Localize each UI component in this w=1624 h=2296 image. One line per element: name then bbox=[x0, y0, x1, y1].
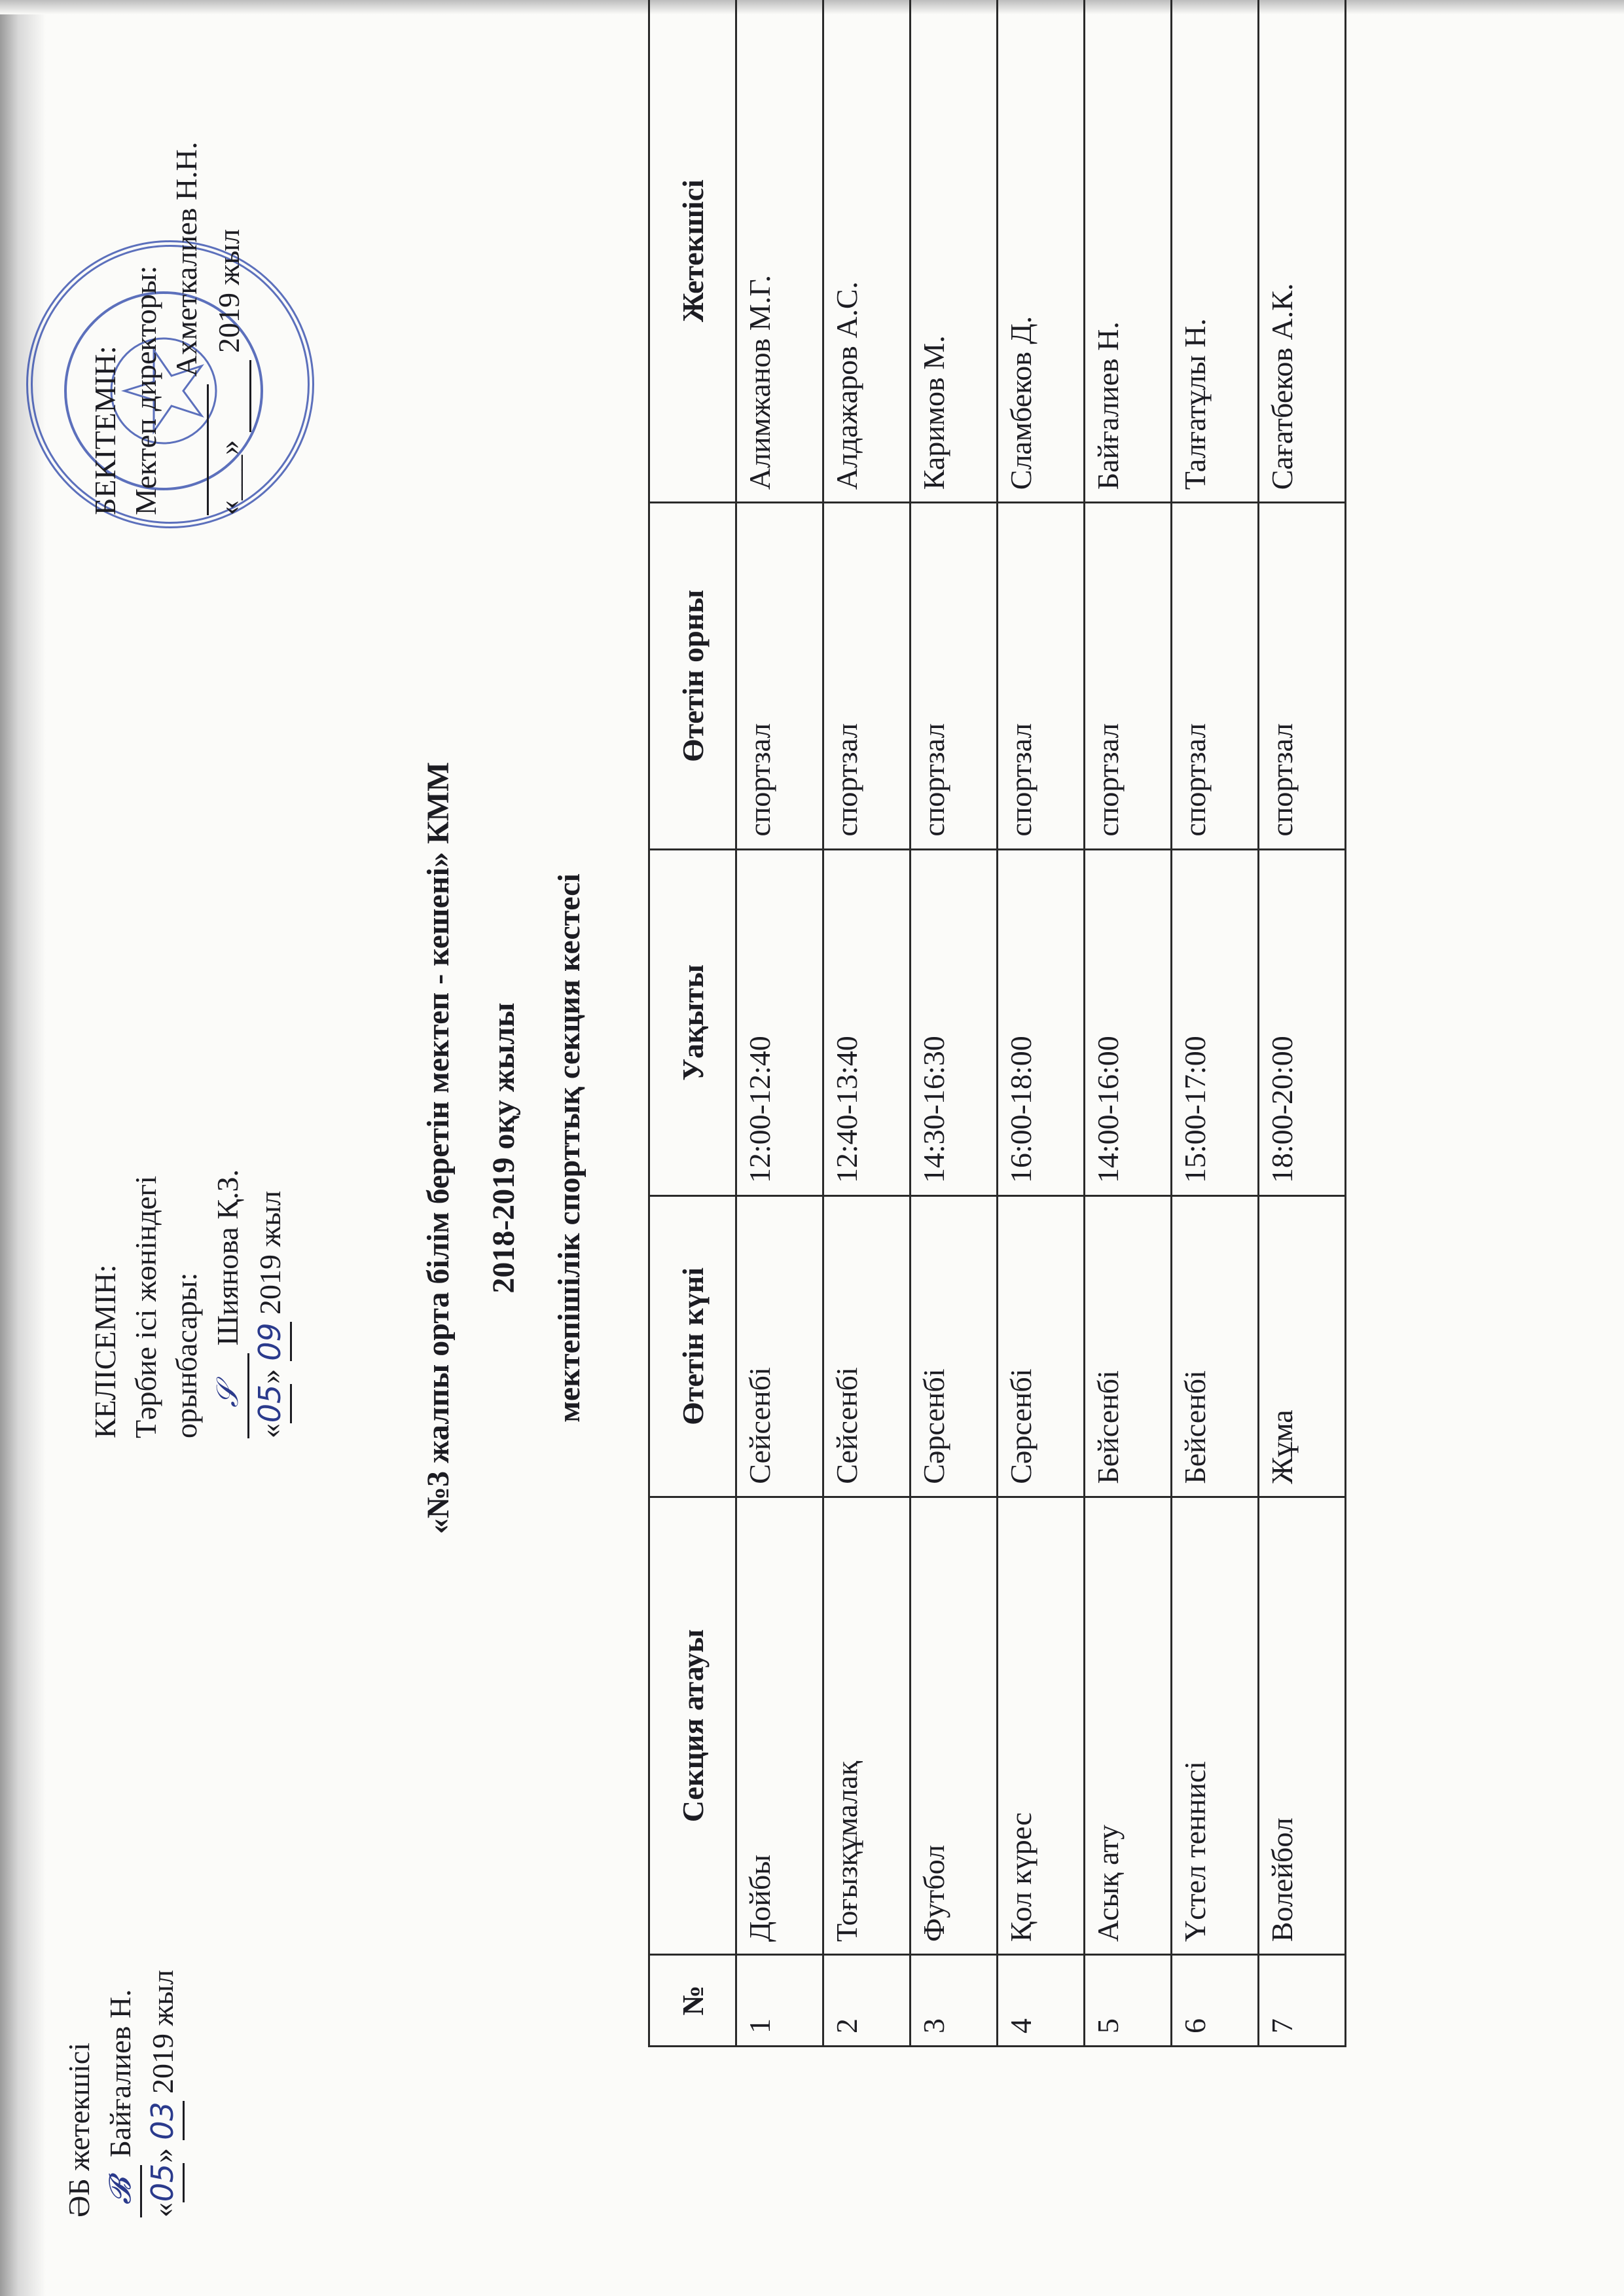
date-month: 09 bbox=[249, 1322, 292, 1362]
cell-time: 18:00-20:00 bbox=[1259, 849, 1346, 1195]
signature-mark: 𝓑 bbox=[99, 2165, 142, 2217]
date-day: 05 bbox=[249, 1384, 292, 1423]
cell-leader: Байғалиев Н. bbox=[1085, 0, 1172, 503]
cell-time: 15:00-17:00 bbox=[1172, 849, 1259, 1195]
approval-block-middle bbox=[85, 1169, 292, 1438]
cell-place: спортзал bbox=[998, 503, 1085, 849]
approval-right-date bbox=[209, 142, 251, 515]
document-title: «№3 жалпы орта білім беретін мектеп - кешені» КММ bbox=[421, 761, 456, 1535]
academic-year: 2018-2019 оқу жылы bbox=[486, 1002, 521, 1294]
signature-mark: 𝒮 bbox=[207, 1353, 249, 1438]
approval-right-name: Ахметкалиев Н.Н. bbox=[170, 141, 203, 377]
header-leader: Жетекшісі bbox=[649, 0, 736, 503]
schedule-subtitle: мектепішілік спорттық секция кестесі bbox=[552, 873, 586, 1423]
cell-number: 3 bbox=[911, 1955, 998, 2047]
approval-right-name-line bbox=[166, 142, 209, 515]
cell-number: 4 bbox=[998, 1955, 1085, 2047]
cell-number: 2 bbox=[823, 1955, 911, 2047]
cell-leader: Талғатұлы Н. bbox=[1172, 0, 1259, 503]
cell-leader: Алимжанов М.Г. bbox=[736, 0, 823, 503]
cell-day: Сейсенбі bbox=[736, 1196, 823, 1497]
header-time: Уақыты bbox=[649, 849, 736, 1195]
cell-section: Асық ату bbox=[1085, 1497, 1172, 1954]
cell-place: спортзал bbox=[1085, 503, 1172, 849]
approval-right-line1: Мектеп директоры: bbox=[129, 265, 162, 515]
cell-section: Қол күрес bbox=[998, 1497, 1085, 1954]
approval-left-title: ӘБ жетекшісі bbox=[62, 2043, 96, 2217]
approval-middle-heading: КЕЛІСЕМІН: bbox=[88, 1264, 122, 1438]
table-row bbox=[1172, 0, 1259, 2047]
header-place: Өтетін орны bbox=[649, 503, 736, 849]
cell-day: Бейсенбі bbox=[1172, 1196, 1259, 1497]
date-month-line bbox=[209, 361, 251, 433]
approval-middle-line1: Тәрбие ісі жөніндегі bbox=[129, 1175, 162, 1438]
cell-section: Футбол bbox=[911, 1497, 998, 1954]
date-month: 03 bbox=[142, 2102, 185, 2141]
header-day: Өтетін күні bbox=[649, 1196, 736, 1497]
signature-line bbox=[166, 384, 209, 515]
cell-place: спортзал bbox=[736, 503, 823, 849]
approval-right-heading: БЕКІТЕМІН: bbox=[88, 346, 122, 515]
cell-place: спортзал bbox=[911, 503, 998, 849]
table-row bbox=[823, 0, 911, 2047]
approval-left-date: «05» 03 2019 жыл bbox=[142, 1970, 185, 2217]
cell-number: 7 bbox=[1259, 1955, 1346, 2047]
approval-middle-line2: орынбасары: bbox=[170, 1272, 203, 1438]
cell-day: Сәрсенбі bbox=[998, 1196, 1085, 1497]
date-year: 2019 жыл bbox=[253, 1190, 287, 1315]
date-year: 2019 жыл bbox=[212, 228, 245, 353]
header-section-name: Секция атауы bbox=[649, 1497, 736, 1954]
cell-day: Сәрсенбі bbox=[911, 1196, 998, 1497]
approval-middle-date: «05» 09 2019 жыл bbox=[249, 1169, 292, 1438]
date-day: 05 bbox=[142, 2163, 185, 2202]
cell-number: 6 bbox=[1172, 1955, 1259, 2047]
cell-place: спортзал bbox=[1172, 503, 1259, 849]
cell-leader: Алдажаров А.С. bbox=[823, 0, 911, 503]
cell-place: спортзал bbox=[1259, 503, 1346, 849]
cell-section: Тоғызқұмалақ bbox=[823, 1497, 911, 1954]
cell-day: Жұма bbox=[1259, 1196, 1346, 1497]
cell-number: 1 bbox=[736, 1955, 823, 2047]
cell-time: 14:00-16:00 bbox=[1085, 849, 1172, 1195]
cell-leader: Каримов М. bbox=[911, 0, 998, 503]
cell-time: 16:00-18:00 bbox=[998, 849, 1085, 1195]
cell-time: 14:30-16:30 bbox=[911, 849, 998, 1195]
date-day: «___» bbox=[212, 440, 245, 515]
cell-time: 12:40-13:40 bbox=[823, 849, 911, 1195]
approval-block-right bbox=[85, 142, 251, 515]
table-row bbox=[1085, 0, 1172, 2047]
cell-day: Бейсенбі bbox=[1085, 1196, 1172, 1497]
approval-left-name-line bbox=[99, 1970, 142, 2217]
cell-section: Дойбы bbox=[736, 1497, 823, 1954]
date-year: 2019 жыл bbox=[146, 1969, 179, 2094]
table-row bbox=[736, 0, 823, 2047]
header-number: № bbox=[649, 1955, 736, 2047]
table-row bbox=[998, 0, 1085, 2047]
cell-section: Үстел теннисі bbox=[1172, 1497, 1259, 1954]
cell-day: Сейсенбі bbox=[823, 1196, 911, 1497]
table-row bbox=[1259, 0, 1346, 2047]
table-row bbox=[911, 0, 998, 2047]
table-header-row bbox=[649, 0, 736, 2047]
cell-time: 12:00-12:40 bbox=[736, 849, 823, 1195]
approval-left-name: Байғалиев Н. bbox=[103, 1989, 137, 2158]
cell-leader: Сламбеков Д. bbox=[998, 0, 1085, 503]
approval-block-left bbox=[59, 1970, 185, 2217]
approval-middle-name: Шиянова Қ.З. bbox=[211, 1169, 244, 1346]
cell-section: Волейбол bbox=[1259, 1497, 1346, 1954]
approval-middle-name-line bbox=[207, 1169, 249, 1438]
cell-number: 5 bbox=[1085, 1955, 1172, 2047]
sport-section-schedule-table bbox=[648, 0, 1346, 2047]
cell-leader: Сағатбеков А.К. bbox=[1259, 0, 1346, 503]
cell-place: спортзал bbox=[823, 503, 911, 849]
